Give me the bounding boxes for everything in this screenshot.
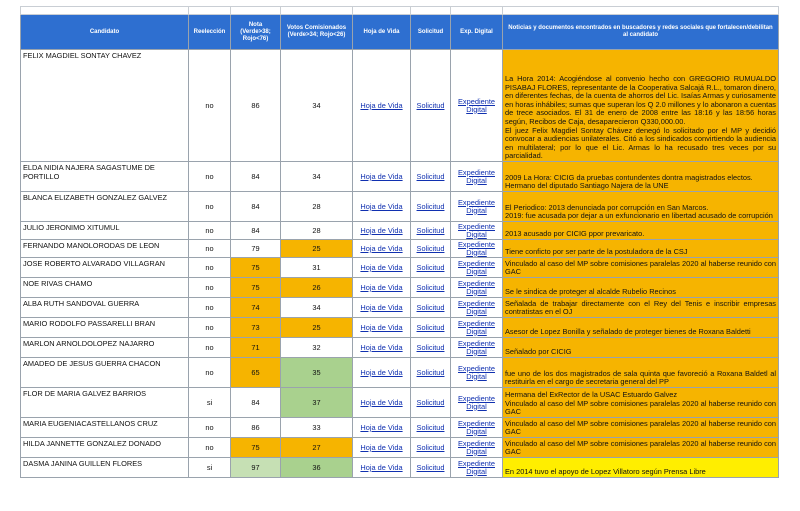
hoja-de-vida-link[interactable]: Hoja de Vida xyxy=(360,283,403,292)
table-row xyxy=(21,318,779,338)
expediente-cell xyxy=(451,298,503,318)
header-noticias: Noticias y documentos encontrados en buscadores y redes sociales que fortalecen/debilitan al candidato xyxy=(503,15,779,50)
news-line: Señalado por CICIG xyxy=(505,347,572,357)
expediente-cell xyxy=(451,458,503,478)
votos-cell: 31 xyxy=(281,258,353,278)
table-row xyxy=(21,418,779,438)
reeleccion-cell: no xyxy=(189,358,231,388)
solicitud-link[interactable]: Solicitud xyxy=(416,443,445,452)
solicitud-link[interactable]: Solicitud xyxy=(416,343,445,352)
news-line: Hermano del diputado Santiago Najera de la UNE xyxy=(505,181,669,191)
reeleccion-cell: no xyxy=(189,50,231,162)
nota-cell: 84 xyxy=(231,162,281,192)
solicitud-cell xyxy=(411,192,451,222)
reeleccion-cell: no xyxy=(189,338,231,358)
hoja-de-vida-link[interactable]: Hoja de Vida xyxy=(360,463,403,472)
expediente-cell xyxy=(451,388,503,418)
solicitud-link[interactable]: Solicitud xyxy=(416,263,445,272)
reeleccion-cell: no xyxy=(189,298,231,318)
expediente-digital-link[interactable]: Expediente Digital xyxy=(458,363,495,381)
news-line: Señalada de trabajar directamente con el Rey del Tenis e inscribir empresas contratistas en el OJ xyxy=(505,298,776,317)
solicitud-cell xyxy=(411,418,451,438)
reeleccion-cell: no xyxy=(189,418,231,438)
reeleccion-cell: no xyxy=(189,192,231,222)
news-cell xyxy=(503,318,779,338)
news-line: Tiene conficto por ser parte de la postuladora de la CSJ xyxy=(505,247,688,257)
candidate-name: MARIO RODOLFO PASSARELLI BRAN xyxy=(21,318,189,338)
votos-cell: 36 xyxy=(281,458,353,478)
expediente-digital-link[interactable]: Expediente Digital xyxy=(458,258,495,276)
hoja-de-vida-link[interactable]: Hoja de Vida xyxy=(360,423,403,432)
nota-cell: 97 xyxy=(231,458,281,478)
news-line: Asesor de Lopez Bonilla y señalado de proteger bienes de Roxana Baldetti xyxy=(505,327,751,337)
reeleccion-cell: no xyxy=(189,258,231,278)
news-line: El juez Felix Magdiel Sontay Chávez denegó lo solicitado por el MP y decidió convocar a audiencias unilaterales. Citó a los sindicados convirtiendo la audiencia en multilateral; por lo que el Lic. Armas lo ha recusado tres veces por su parcialidad. xyxy=(505,125,776,161)
hoja-de-vida-cell xyxy=(353,418,411,438)
hoja-de-vida-link[interactable]: Hoja de Vida xyxy=(360,226,403,235)
solicitud-link[interactable]: Solicitud xyxy=(416,423,445,432)
solicitud-link[interactable]: Solicitud xyxy=(416,244,445,253)
news-cell xyxy=(503,458,779,478)
solicitud-link[interactable]: Solicitud xyxy=(416,202,445,211)
hoja-de-vida-cell xyxy=(353,240,411,258)
expediente-digital-link[interactable]: Expediente Digital xyxy=(458,458,495,476)
table-row xyxy=(21,240,779,258)
news-cell xyxy=(503,258,779,278)
candidate-name: FLOR DE MARIA GALVEZ BARRIOS xyxy=(21,388,189,418)
header-solicitud: Solicitud xyxy=(411,15,451,50)
votos-cell: 35 xyxy=(281,358,353,388)
expediente-cell xyxy=(451,258,503,278)
candidate-name: NOE RIVAS CHAMO xyxy=(21,278,189,298)
spreadsheet-top-row xyxy=(21,7,779,15)
solicitud-cell xyxy=(411,458,451,478)
reeleccion-cell: no xyxy=(189,240,231,258)
expediente-digital-link[interactable]: Expediente Digital xyxy=(458,239,495,257)
hoja-de-vida-cell xyxy=(353,358,411,388)
news-cell xyxy=(503,50,779,162)
table-body xyxy=(21,50,779,478)
solicitud-cell xyxy=(411,338,451,358)
expediente-cell xyxy=(451,318,503,338)
table-row xyxy=(21,258,779,278)
table-row xyxy=(21,298,779,318)
header-candidato: Candidato xyxy=(21,15,189,50)
news-cell xyxy=(503,192,779,222)
news-cell xyxy=(503,388,779,418)
news-line: El Periodico: 2013 denunciada por corrupción en San Marcos. xyxy=(505,202,709,212)
expediente-cell xyxy=(451,240,503,258)
news-line: Vinculado al caso del MP sobre comisiones paralelas 2020 al haberse reunido con GAC xyxy=(505,398,776,417)
news-cell xyxy=(503,162,779,192)
news-line: 2013 acusado por CICIG ppor prevaricato. xyxy=(505,229,645,239)
nota-cell: 74 xyxy=(231,298,281,318)
news-line: 2009 La Hora: CICIG da pruebas contundentes dontra magistrados electos. xyxy=(505,172,753,182)
news-line: Vinculado al caso del MP sobre comisiones paralelas 2020 al haberse reunido con GAC xyxy=(505,418,776,437)
table-row xyxy=(21,358,779,388)
votos-cell: 34 xyxy=(281,298,353,318)
candidate-name: ELDA NIDIA NAJERA SAGASTUME DE PORTILLO xyxy=(21,162,189,192)
table-row xyxy=(21,338,779,358)
candidate-name: ALBA RUTH SANDOVAL GUERRA xyxy=(21,298,189,318)
news-cell xyxy=(503,278,779,298)
candidate-name: MARIA EUGENIACASTELLANOS CRUZ xyxy=(21,418,189,438)
table-row xyxy=(21,438,779,458)
reeleccion-cell: si xyxy=(189,458,231,478)
votos-cell: 25 xyxy=(281,240,353,258)
solicitud-cell xyxy=(411,388,451,418)
news-line: Se le sindica de proteger al alcalde Rubelio Recinos xyxy=(505,287,676,297)
solicitud-link[interactable]: Solicitud xyxy=(416,303,445,312)
expediente-digital-link[interactable]: Expediente Digital xyxy=(458,221,495,239)
reeleccion-cell: no xyxy=(189,278,231,298)
header-hoja-de-vida: Hoja de Vida xyxy=(353,15,411,50)
solicitud-cell xyxy=(411,358,451,388)
nota-cell: 84 xyxy=(231,192,281,222)
solicitud-link[interactable]: Solicitud xyxy=(416,101,445,110)
solicitud-cell xyxy=(411,318,451,338)
solicitud-cell xyxy=(411,438,451,458)
solicitud-cell xyxy=(411,222,451,240)
hoja-de-vida-link[interactable]: Hoja de Vida xyxy=(360,368,403,377)
hoja-de-vida-link[interactable]: Hoja de Vida xyxy=(360,343,403,352)
nota-cell: 75 xyxy=(231,258,281,278)
nota-cell: 84 xyxy=(231,388,281,418)
expediente-cell xyxy=(451,438,503,458)
reeleccion-cell: no xyxy=(189,318,231,338)
header-votos: Votos Comisionados (Verde>34; Rojo<26) xyxy=(281,15,353,50)
table-row xyxy=(21,162,779,192)
hoja-de-vida-link[interactable]: Hoja de Vida xyxy=(360,244,403,253)
news-line: fue uno de los dos magistrados de sala quinta que favoreció a Roxana Baldetl al restituirla en el cargo de secretaria general del PP xyxy=(505,368,776,387)
news-cell xyxy=(503,240,779,258)
hoja-de-vida-cell xyxy=(353,258,411,278)
hoja-de-vida-link[interactable]: Hoja de Vida xyxy=(360,303,403,312)
hoja-de-vida-link[interactable]: Hoja de Vida xyxy=(360,172,403,181)
hoja-de-vida-cell xyxy=(353,338,411,358)
candidate-name: JULIO JERONIMO XITUMUL xyxy=(21,222,189,240)
candidate-name: FELIX MAGDIEL SONTAY CHAVEZ xyxy=(21,50,189,162)
hoja-de-vida-link[interactable]: Hoja de Vida xyxy=(360,263,403,272)
hoja-de-vida-cell xyxy=(353,162,411,192)
news-line: Hermana del ExRector de la USAC Estuardo Galvez xyxy=(505,390,678,400)
expediente-digital-link[interactable]: Expediente Digital xyxy=(458,318,495,336)
nota-cell: 65 xyxy=(231,358,281,388)
news-cell xyxy=(503,438,779,458)
news-line: Vinculado al caso del MP sobre comisiones paralelas 2020 al haberse reunido con GAC xyxy=(505,258,776,277)
solicitud-link[interactable]: Solicitud xyxy=(416,283,445,292)
candidate-name: MARLON ARNOLDOLOPEZ NAJARRO xyxy=(21,338,189,358)
header-reeleccion: Reelección xyxy=(189,15,231,50)
votos-cell: 28 xyxy=(281,192,353,222)
nota-cell: 86 xyxy=(231,418,281,438)
header-row xyxy=(21,15,779,50)
solicitud-cell xyxy=(411,240,451,258)
hoja-de-vida-link[interactable]: Hoja de Vida xyxy=(360,398,403,407)
hoja-de-vida-link[interactable]: Hoja de Vida xyxy=(360,101,403,110)
hoja-de-vida-link[interactable]: Hoja de Vida xyxy=(360,323,403,332)
nota-cell: 71 xyxy=(231,338,281,358)
expediente-digital-link[interactable]: Expediente Digital xyxy=(458,438,495,456)
votos-cell: 33 xyxy=(281,418,353,438)
expediente-cell xyxy=(451,222,503,240)
reeleccion-cell: no xyxy=(189,438,231,458)
hoja-de-vida-cell xyxy=(353,192,411,222)
solicitud-link[interactable]: Solicitud xyxy=(416,368,445,377)
hoja-de-vida-cell xyxy=(353,458,411,478)
candidate-name: JOSE ROBERTO ALVARADO VILLAGRAN xyxy=(21,258,189,278)
expediente-digital-link[interactable]: Expediente Digital xyxy=(458,298,495,316)
solicitud-link[interactable]: Solicitud xyxy=(416,323,445,332)
expediente-digital-link[interactable]: Expediente Digital xyxy=(458,338,495,356)
news-line: La Hora 2014: Acogiéndose al convenio hecho con GREGORIO RUMUALDO PISABAJ FLORES, representante de la Cooperativa Salcajá R.L., tomaron dinero, en diferentes fechas, de la cuenta de ahorros del Lic. Isaías Armas y curiosamente en horas inhábiles; sumas que superan los Q 2.0 millones y lo abonaron a cuentas de trece asociados. El 31 de enero de 2008 entre las 18:16 y las 18:56 horas según, Recibos de Caja, desaparecieron Q330,000.00. xyxy=(505,74,776,127)
news-cell xyxy=(503,358,779,388)
candidate-name: BLANCA ELIZABETH GONZALEZ GALVEZ xyxy=(21,192,189,222)
expediente-cell xyxy=(451,358,503,388)
news-cell xyxy=(503,298,779,318)
candidate-name: DASMA JANINA GUILLEN FLORES xyxy=(21,458,189,478)
votos-cell: 26 xyxy=(281,278,353,298)
nota-cell: 79 xyxy=(231,240,281,258)
expediente-cell xyxy=(451,278,503,298)
header-exp-digital: Exp. Digital xyxy=(451,15,503,50)
news-cell xyxy=(503,338,779,358)
hoja-de-vida-cell xyxy=(353,298,411,318)
candidate-name: AMADEO DE JESUS GUERRA CHACON xyxy=(21,358,189,388)
news-line: Vinculado al caso del MP sobre comisiones paralelas 2020 al haberse reunido con GAC xyxy=(505,438,776,457)
expediente-digital-link[interactable]: Expediente Digital xyxy=(458,418,495,436)
reeleccion-cell: no xyxy=(189,222,231,240)
votos-cell: 28 xyxy=(281,222,353,240)
table-row xyxy=(21,222,779,240)
expediente-digital-link[interactable]: Expediente Digital xyxy=(458,167,495,185)
votos-cell: 34 xyxy=(281,50,353,162)
news-cell xyxy=(503,418,779,438)
nota-cell: 75 xyxy=(231,438,281,458)
expediente-cell xyxy=(451,338,503,358)
expediente-digital-link[interactable]: Expediente Digital xyxy=(458,278,495,296)
table-row xyxy=(21,278,779,298)
solicitud-cell xyxy=(411,258,451,278)
hoja-de-vida-cell xyxy=(353,50,411,162)
solicitud-cell xyxy=(411,162,451,192)
solicitud-link[interactable]: Solicitud xyxy=(416,226,445,235)
solicitud-cell xyxy=(411,298,451,318)
candidate-name: HILDA JANNETTE GONZALEZ DONADO xyxy=(21,438,189,458)
expediente-digital-link[interactable]: Expediente Digital xyxy=(458,197,495,215)
header-nota: Nota (Verde>38; Rojo<76) xyxy=(231,15,281,50)
nota-cell: 86 xyxy=(231,50,281,162)
candidates-sheet xyxy=(20,6,778,478)
expediente-digital-link[interactable]: Expediente Digital xyxy=(458,96,495,114)
expediente-cell xyxy=(451,418,503,438)
news-cell xyxy=(503,222,779,240)
reeleccion-cell: no xyxy=(189,162,231,192)
nota-cell: 84 xyxy=(231,222,281,240)
table-row xyxy=(21,458,779,478)
expediente-cell xyxy=(451,162,503,192)
reeleccion-cell: si xyxy=(189,388,231,418)
news-line: En 2014 tuvo el apoyo de Lopez Villatoro según Prensa Libre xyxy=(505,467,706,477)
nota-cell: 75 xyxy=(231,278,281,298)
votos-cell: 25 xyxy=(281,318,353,338)
table-row xyxy=(21,388,779,418)
hoja-de-vida-link[interactable]: Hoja de Vida xyxy=(360,202,403,211)
solicitud-link[interactable]: Solicitud xyxy=(416,398,445,407)
candidate-name: FERNANDO MANOLORODAS DE LEON xyxy=(21,240,189,258)
hoja-de-vida-cell xyxy=(353,318,411,338)
solicitud-cell xyxy=(411,278,451,298)
solicitud-link[interactable]: Solicitud xyxy=(416,463,445,472)
votos-cell: 27 xyxy=(281,438,353,458)
expediente-cell xyxy=(451,192,503,222)
nota-cell: 73 xyxy=(231,318,281,338)
votos-cell: 34 xyxy=(281,162,353,192)
expediente-digital-link[interactable]: Expediente Digital xyxy=(458,393,495,411)
solicitud-cell xyxy=(411,50,451,162)
hoja-de-vida-link[interactable]: Hoja de Vida xyxy=(360,443,403,452)
votos-cell: 37 xyxy=(281,388,353,418)
solicitud-link[interactable]: Solicitud xyxy=(416,172,445,181)
hoja-de-vida-cell xyxy=(353,222,411,240)
table-row xyxy=(21,192,779,222)
hoja-de-vida-cell xyxy=(353,388,411,418)
hoja-de-vida-cell xyxy=(353,438,411,458)
votos-cell: 32 xyxy=(281,338,353,358)
table-row xyxy=(21,50,779,162)
news-line: 2019: fue acusada por dejar a un exfuncionario en libertad acusado de corrupción xyxy=(505,211,773,221)
expediente-cell xyxy=(451,50,503,162)
hoja-de-vida-cell xyxy=(353,278,411,298)
candidates-table xyxy=(20,6,779,478)
